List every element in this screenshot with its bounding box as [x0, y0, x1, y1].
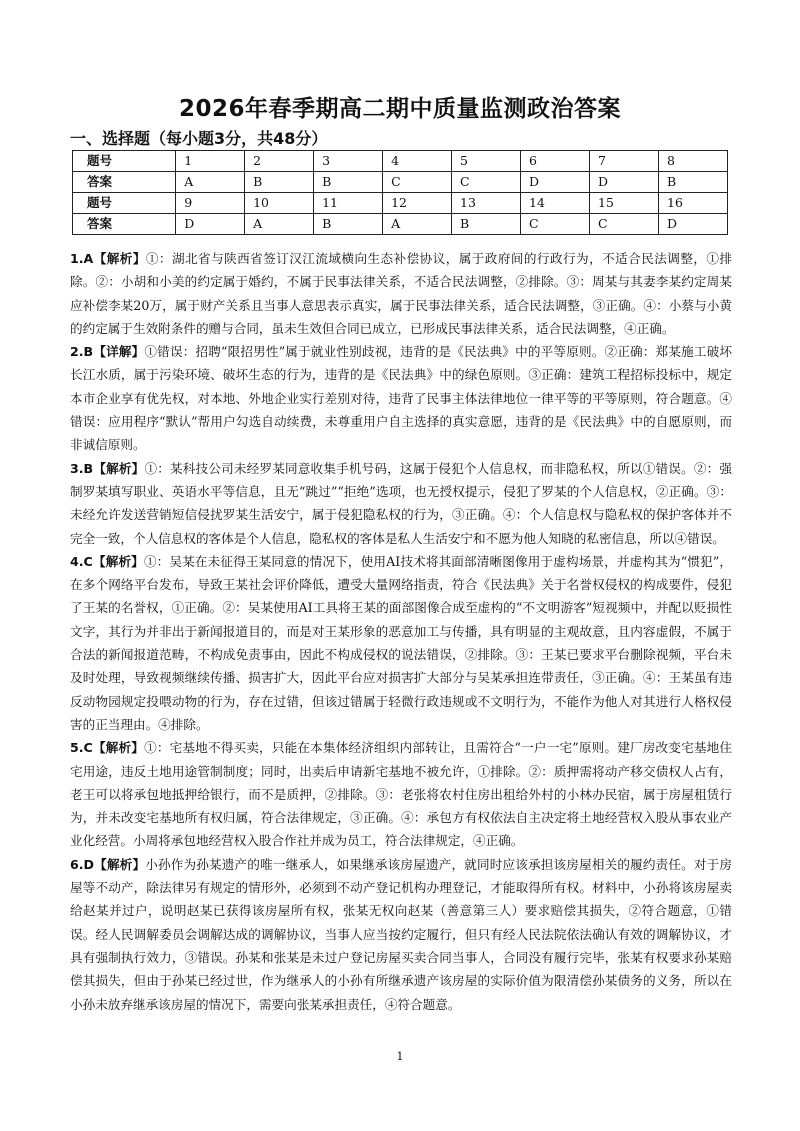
item-tag: 【解析】 [94, 856, 146, 872]
explanation-item [70, 340, 732, 456]
item-tag: 【解析】 [93, 251, 146, 266]
answer-cell: D [659, 214, 728, 235]
answer-cell: B [314, 172, 383, 193]
answer-cell: A [176, 172, 245, 193]
item-text: ①：湖北省与陕西省签订汉江流域横向生态补偿协议，属于政府间的行政行为，不适合民法调整，①排除。②：小胡和小美的约定属于婚约，不属于民事法律关系，不适合民法调整，②排除。③：周某与其妻李某约定周某应补偿李某20万，属于财产关系且当事人意思表示真实，属于民事法律关系，适合民法调整，③正确。④：小蔡与小黄的约定属于生效附条件的赠与合同，虽未生效但合同已成立，已形成民事法律关系，适合民法调整，④正确。 [70, 251, 733, 336]
answer-cell: C [383, 172, 452, 193]
page-number: 1 [396, 1050, 404, 1063]
question-number-cell: 11 [314, 193, 383, 214]
item-number: 4.C [70, 553, 93, 569]
row-header: 题号 [73, 151, 176, 172]
page-title: 2026年春季期高二期中质量监测政治答案 [178, 96, 621, 122]
question-number-cell: 6 [521, 151, 590, 172]
answer-cell: C [452, 172, 521, 193]
row-header: 答案 [73, 172, 176, 193]
question-number-cell: 16 [659, 193, 728, 214]
item-tag: 【解析】 [92, 553, 144, 569]
section-heading: 一、选择题（每小题3分，共48分） [70, 129, 328, 148]
question-number-cell: 8 [659, 151, 728, 172]
table-row [73, 172, 728, 193]
question-number-cell: 1 [176, 151, 245, 172]
item-tag: 【解析】 [92, 740, 145, 756]
item-number: 6.D [70, 856, 95, 872]
answer-table [72, 150, 728, 235]
answer-cell: A [245, 214, 314, 235]
item-number: 3.B [70, 460, 94, 476]
item-tag: 【解析】 [93, 460, 145, 476]
item-text: ①：某科技公司未经罗某同意收集手机号码，这属于侵犯个人信息权，而非隐私权，所以①错误。②：强制罗某填写职业、英语水平等信息，且无“跳过”“拒绝”选项，也无授权提示，侵犯了罗某的个人信息权，②正确。③：未经允许发送营销短信侵扰罗某生活安宁，属于侵犯隐私权的行为，③正确。④：个人信息权与隐私权的保护客体并不完全一致，个人信息权的客体是个人信息，隐私权的客体是私人生活安宁和不愿为他人知晓的私密信息，所以④错误。 [70, 460, 733, 546]
explanation-item [70, 247, 732, 340]
answer-cell: C [590, 214, 659, 235]
answer-cell: A [383, 214, 452, 235]
question-number-cell: 15 [590, 193, 659, 214]
row-header: 答案 [73, 214, 176, 235]
item-text: ①：宅基地不得买卖，只能在本集体经济组织内部转让，且需符合“一户一宅”原则。建厂房改变宅基地住宅用途，违反土地用途管制制度；同时，出卖后申请新宅基地不被允许，①排除。②：质押需将动产移交债权人占有，老王可以将承包地抵押给银行，而不是质押，②排除。③：老张将农村住房出租给外村的小林办民宿，属于房屋租赁行为，并未改变宅基地所有权归属，符合法律规定，③正确。④：承包方有权依法自主决定将土地经营权入股从事农业产业化经营。小周将承包地经营权入股合作社并成为员工，符合法律规定，④正确。 [70, 740, 732, 849]
item-number: 1.A [70, 251, 94, 266]
explanations [70, 247, 732, 1016]
explanation-item [70, 736, 732, 852]
question-number-cell: 9 [176, 193, 245, 214]
explanation-item [70, 457, 732, 550]
question-number-cell: 14 [521, 193, 590, 214]
question-number-cell: 13 [452, 193, 521, 214]
question-number-cell: 4 [383, 151, 452, 172]
answer-cell: C [521, 214, 590, 235]
answer-cell: D [521, 172, 590, 193]
answer-cell: D [176, 214, 245, 235]
question-number-cell: 12 [383, 193, 452, 214]
answer-cell: B [452, 214, 521, 235]
table-row [73, 193, 728, 214]
item-text: ①错误：招聘“限招男性”属于就业性别歧视，违背的是《民法典》中的平等原则。②正确：郑某施工破坏长江水质，属于污染环境、破坏生态的行为，违背的是《民法典》中的绿色原则。③正确：建筑工程招标投标中，规定本市企业享有优先权，对本地、外地企业实行差别对待，违背了民事主体法律地位一律平等的平等原则，符合题意。④错误：应用程序“默认”帮用户勾选自动续费，未尊重用户自主选择的真实意愿，违背的是《民法典》中的自愿原则，而非诚信原则。 [70, 344, 732, 453]
item-number: 5.C [70, 740, 93, 756]
question-number-cell: 3 [314, 151, 383, 172]
question-number-cell: 2 [245, 151, 314, 172]
explanation-item [70, 853, 732, 1016]
item-text: ①：吴某在未征得王某同意的情况下，使用AI技术将其面部清晰图像用于虚构场景，并虚构其为“惯犯”，在多个网络平台发布，导致王某社会评价降低，遭受大量网络指责，符合《民法典》关于名誉权侵权的构成要件，侵犯了王某的名誉权，①正确。②：吴某使用AI工具将王某的面部图像合成至虚构的“不文明游客”短视频中，并配以贬损性文字，其行为并非出于新闻报道目的，而是对王某形象的恶意加工与传播，具有明显的主观故意，且内容虚假，不属于合法的新闻报道范畴，不构成免责事由，因此不构成侵权的说法错误，②排除。③：王某已要求平台删除视频，平台未及时处理，导致视频继续传播、损害扩大，因此平台应对损害扩大部分与吴某承担连带责任，③正确。④：王某虽有违反动物园规定投喂动物的行为，存在过错，但该过错属于轻微行政违规或不文明行为，不能作为他人对其进行人格权侵害的正当理由。④排除。 [70, 553, 732, 732]
answer-cell: B [314, 214, 383, 235]
answer-cell: B [245, 172, 314, 193]
question-number-cell: 5 [452, 151, 521, 172]
item-tag: 【详解】 [93, 344, 145, 360]
answer-cell: B [659, 172, 728, 193]
row-header: 题号 [73, 193, 176, 214]
question-number-cell: 10 [245, 193, 314, 214]
table-row [73, 151, 728, 172]
item-text: 小孙作为孙某遗产的唯一继承人，如果继承该房屋遗产，就同时应该承担该房屋相关的履约责任。对于房屋等不动产，除法律另有规定的情形外，必须到不动产登记机构办理登记，才能取得所有权。材料中，小孙将该房屋卖给赵某并过户，说明赵某已获得该房屋所有权，张某无权向赵某（善意第三人）要求赔偿其损失，②符合题意，①错误。经人民调解委员会调解达成的调解协议，当事人应当按约定履行，但只有经人民法院依法确认有效的调解协议，才具有强制执行效力，③错误。孙某和张某是未过户登记房屋买卖合同当事人，合同没有履行完毕，张某有权要求孙某赔偿其损失，但由于孙某已经过世，作为继承人的小孙有所继承遗产该房屋的实际价值为限清偿孙某债务的义务，所以在小孙未放弃继承该房屋的情况下，需要向张某承担责任，④符合题意。 [70, 856, 733, 1012]
question-number-cell: 7 [590, 151, 659, 172]
table-row [73, 214, 728, 235]
explanation-item [70, 550, 732, 736]
item-number: 2.B [70, 344, 94, 360]
answer-cell: D [590, 172, 659, 193]
